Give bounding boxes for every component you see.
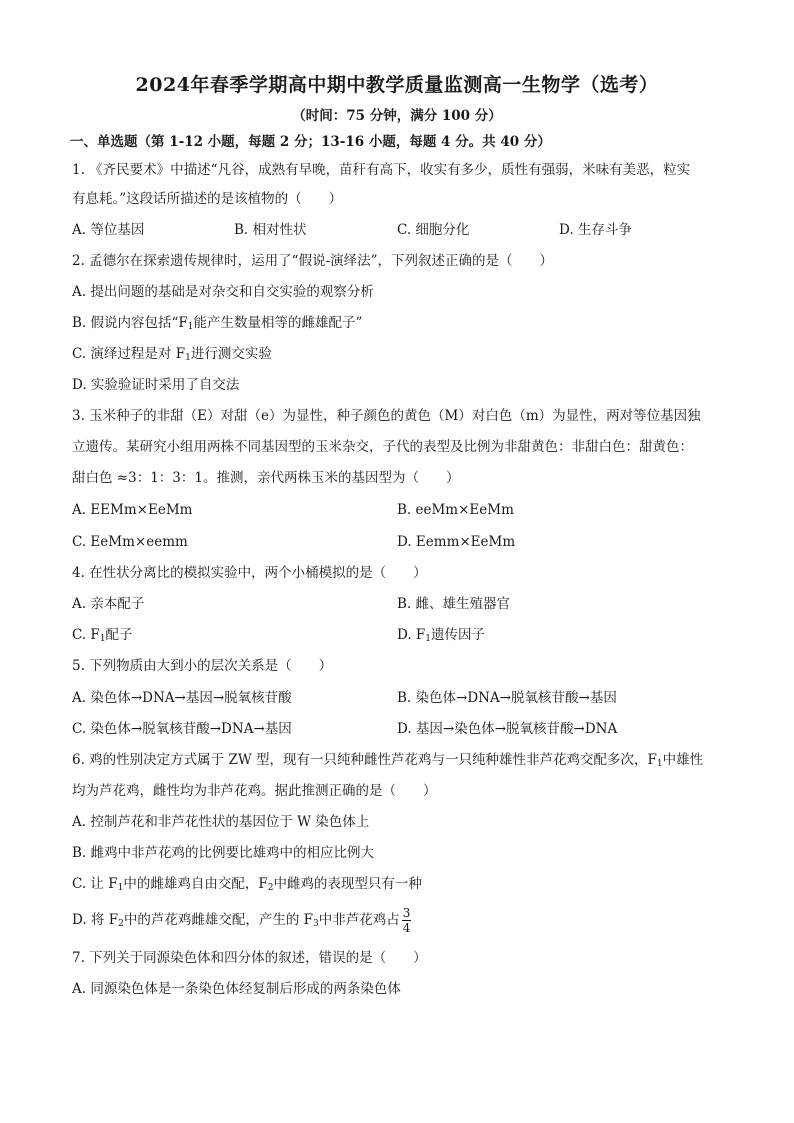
q6-option-d-sub2: 3 bbox=[313, 919, 319, 929]
q6-stem-line1 bbox=[72, 750, 703, 774]
q5-option-d: D. 基因→染色体→脱氧核苷酸→DNA bbox=[397, 721, 618, 737]
q6-option-c-text: C. 让 F bbox=[72, 876, 118, 892]
exam-subtitle: （时间：75 分钟，满分 100 分） bbox=[292, 108, 502, 124]
q2-option-b-sub: 1 bbox=[187, 322, 194, 332]
q6-option-a: A. 控制芦花和非芦花性状的基因位于 W 染色体上 bbox=[72, 814, 370, 830]
q6-option-d-fraction bbox=[402, 906, 412, 935]
q3-option-a: A. EEMm×EeMm bbox=[72, 502, 193, 518]
q4-option-d-text-end: 遗传因子 bbox=[431, 627, 486, 643]
q6-option-d-text-end: 中非芦花鸡占 bbox=[318, 912, 400, 928]
q2-option-c-text: C. 演绎过程是对 F bbox=[72, 346, 186, 362]
q6-option-c-sub2: 2 bbox=[267, 883, 274, 893]
exam-title: 2024年春季学期高中期中教学质量监测高一生物学（选考） bbox=[135, 74, 659, 96]
q6-option-d-sub1: 2 bbox=[118, 919, 124, 929]
q2-option-b-text: B. 假说内容包括“F bbox=[72, 315, 188, 331]
q2-option-b-text-end: 能产生数量相等的雌雄配子” bbox=[193, 315, 363, 331]
q6-stem-line1-text-end: 中雄性 bbox=[662, 752, 704, 768]
q5-option-b: B. 染色体→DNA→脱氧核苷酸→基因 bbox=[397, 690, 617, 706]
q4-option-c-text-end: 配子 bbox=[105, 627, 133, 643]
q7-stem: 7. 下列关于同源染色体和四分体的叙述，错误的是（ ） bbox=[72, 950, 427, 966]
section-heading: 一、单选题（第 1-12 小题，每题 2 分；13-16 小题，每题 4 分。共 40 分） bbox=[70, 134, 551, 150]
q2-option-d: D. 实验验证时采用了自交法 bbox=[72, 377, 240, 393]
q5-stem: 5. 下列物质由大到小的层次关系是（ ） bbox=[72, 658, 333, 674]
q6-option-c-text-end: 中雌鸡的表现型只有一种 bbox=[273, 876, 422, 892]
q6-option-c-text-mid: 中的雌雄鸡自由交配，F bbox=[123, 876, 268, 892]
q3-stem-line2: 立遗传。某研究小组用两株不同基因型的玉米杂交，子代的表型及比例为非甜黄色：非甜白色：甜黄色： bbox=[72, 439, 693, 455]
q4-option-d-sub: 1 bbox=[425, 634, 432, 644]
q2-option-c bbox=[72, 344, 272, 368]
q1-option-b: B. 相对性状 bbox=[234, 222, 307, 238]
q1-stem-line1: 1. 《齐民要术》中描述“凡谷，成熟有早晚，苗秆有高下，收实有多少，质性有强弱，米味有美恶，粒实 bbox=[72, 162, 691, 178]
q3-option-d: D. Eemm×EeMm bbox=[397, 534, 516, 550]
q4-option-c-text: C. F bbox=[72, 627, 100, 643]
q6-option-c bbox=[72, 874, 422, 898]
q2-stem: 2. 孟德尔在探索遗传规律时，运用了“假说-演绎法”，下列叙述正确的是（ ） bbox=[72, 253, 554, 269]
fraction-numerator: 3 bbox=[402, 906, 411, 920]
q4-option-a: A. 亲本配子 bbox=[72, 596, 145, 612]
q2-option-b bbox=[72, 313, 362, 337]
q3-stem-line1: 3. 玉米种子的非甜（E）对甜（e）为显性，种子颜色的黄色（M）对白色（m）为显性，两对等位基因独 bbox=[72, 408, 701, 424]
q6-option-d bbox=[72, 906, 411, 935]
q7-option-a: A. 同源染色体是一条染色体经复制后形成的两条染色体 bbox=[72, 981, 401, 997]
q4-option-c-sub: 1 bbox=[99, 634, 106, 644]
q2-option-c-sub: 1 bbox=[185, 353, 191, 363]
q5-option-c: C. 染色体→脱氧核苷酸→DNA→基因 bbox=[72, 721, 292, 737]
q2-option-c-text-end: 进行测交实验 bbox=[190, 346, 272, 362]
q1-option-c: C. 细胞分化 bbox=[397, 222, 470, 238]
q3-option-b: B. eeMm×EeMm bbox=[397, 502, 514, 518]
q6-option-c-sub1: 1 bbox=[117, 883, 124, 893]
q4-option-c bbox=[72, 625, 133, 649]
q6-stem-line2: 均为芦花鸡，雌性均为非芦花鸡。据此推测正确的是（ ） bbox=[72, 783, 437, 799]
q6-option-b: B. 雌鸡中非芦花鸡的比例要比雄鸡中的相应比例大 bbox=[72, 845, 375, 861]
q6-stem-line1-text: 6. 鸡的性别决定方式属于 ZW 型，现有一只纯种雌性芦花鸡与一只纯种雄性非芦花鸡交配多次，F bbox=[72, 752, 657, 768]
q4-option-d-text: D. F bbox=[397, 627, 426, 643]
q2-option-a: A. 提出问题的基础是对杂交和自交实验的观察分析 bbox=[72, 284, 374, 300]
q4-option-b: B. 雌、雄生殖器官 bbox=[397, 596, 511, 612]
q6-option-d-text-mid: 中的芦花鸡雌雄交配，产生的 F bbox=[123, 912, 313, 928]
q4-stem: 4. 在性状分离比的模拟实验中，两个小桶模拟的是（ ） bbox=[72, 565, 427, 581]
q6-stem-line1-sub: 1 bbox=[656, 759, 663, 769]
q1-option-a: A. 等位基因 bbox=[72, 222, 145, 238]
fraction-denominator: 4 bbox=[402, 921, 411, 935]
q5-option-a: A. 染色体→DNA→基因→脱氧核苷酸 bbox=[72, 690, 292, 706]
q6-option-d-text: D. 将 F bbox=[72, 912, 119, 928]
q1-stem-line2: 有息耗。”这段话所描述的是该植物的（ ） bbox=[72, 191, 343, 207]
q1-option-d: D. 生存斗争 bbox=[559, 222, 632, 238]
q3-option-c: C. EeMm×eemm bbox=[72, 534, 188, 550]
q4-option-d bbox=[397, 625, 485, 649]
q3-stem-line3: 甜白色 ≈3：1：3：1。推测，亲代两株玉米的基因型为（ ） bbox=[72, 470, 460, 486]
